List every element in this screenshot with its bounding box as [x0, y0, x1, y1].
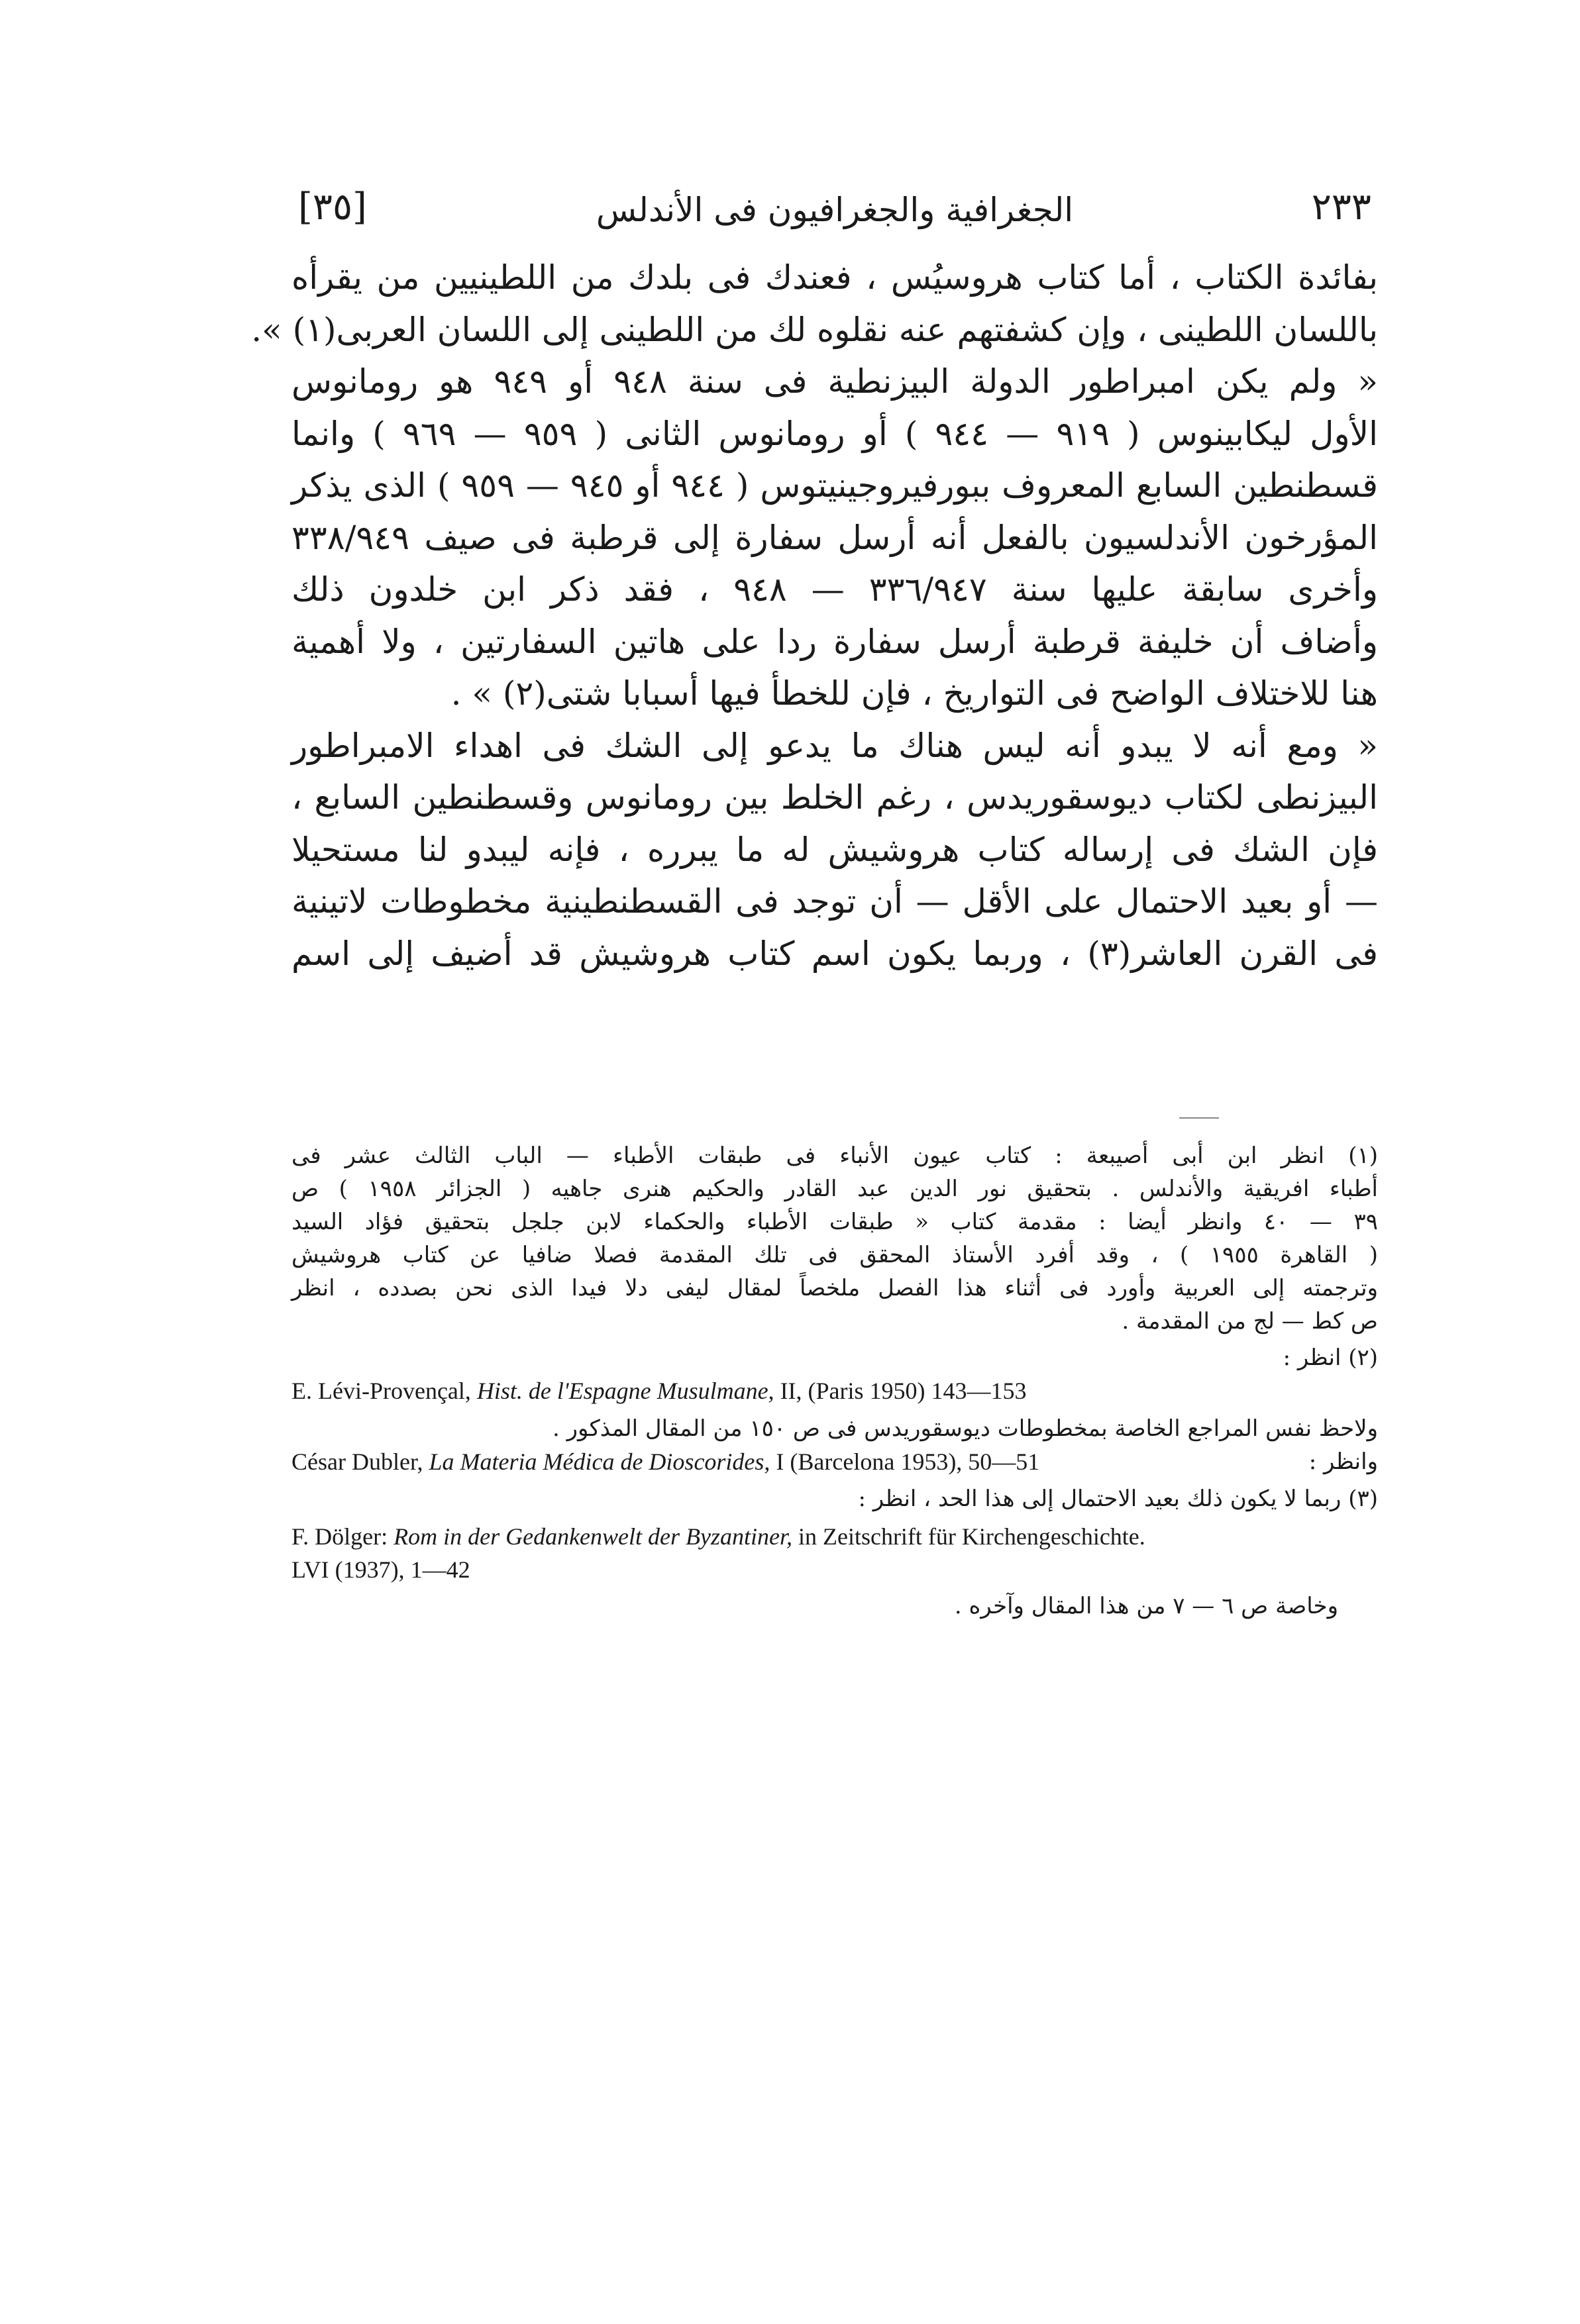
footnote-2-reference-1: E. Lévi-Provençal, Hist. de l'Espagne Musulmane, II, (Paris 1950) 143—153 [291, 1378, 1027, 1404]
text-line: هنا للاختلاف الواضح فى التواريخ ، فإن للخطأ فيها أسبابا شتى(٢) » . [450, 674, 1378, 713]
footnote-line: أطباء افريقية والأندلس . بتحقيق نور الدين عبد القادر والحكيم هنرى جاهيه ( الجزائر ١٩٥٨ ) ص [291, 1176, 1378, 1202]
footnote-3-reference: F. Dölger: Rom in der Gedankenwelt der Byzantiner, in Zeitschrift für Kirchengeschichte. LVI (1937), 1—42 [291, 1523, 1145, 1583]
text-line: البيزنطى لكتاب ديوسقوريدس ، رغم الخلط بين رومانوس وقسطنطين السابع ، [291, 778, 1378, 817]
main-text [251, 252, 1379, 980]
footnote-2-reference-2: César Dubler, La Materia Médica de Dioscorides, I (Barcelona 1953), 50—51 وانظر : [291, 1445, 1378, 1478]
footnote-2-see: وانظر : [1308, 1448, 1378, 1475]
text-line: المؤرخون الأندلسيون بالفعل أنه أرسل سفارة إلى قرطبة فى صيف ٣٣٨/٩٤٩ [291, 518, 1378, 557]
text-line: « ولم يكن امبراطور الدولة البيزنطية فى سنة ٩٤٨ أو ٩٤٩ هو رومانوس [291, 362, 1379, 401]
running-header [291, 185, 1378, 238]
text-line: بفائدة الكتاب ، أما كتاب هروسيُس ، فعندك فى بلدك من اللطينيين من يقرأه [291, 258, 1378, 297]
footnote-line: ٣٩ — ٤٠ وانظر أيضا : مقدمة كتاب « طبقات الأطباء والحكماء لابن جلجل بتحقيق فؤاد السيد [291, 1209, 1378, 1235]
text-line: — أو بعيد الاحتمال على الأقل — أن توجد فى القسطنطينية مخطوطات لاتينية [291, 882, 1378, 921]
text-line: الأول ليكابينوس ( ٩١٩ — ٩٤٤ ) أو رومانوس الثانى ( ٩٥٩ — ٩٦٩ ) وانما [291, 414, 1379, 453]
footnote-2-label: (٢) انظر : [1283, 1344, 1378, 1371]
text-line: فإن الشك فى إرساله كتاب هروشيش له ما يبرره ، فإنه ليبدو لنا مستحيلا [291, 830, 1378, 869]
running-title: الجغرافية والجغرافيون فى الأندلس [596, 191, 1074, 229]
text-line: وأضاف أن خليفة قرطبة أرسل سفارة ردا على هاتين السفارتين ، ولا أهمية [291, 622, 1378, 661]
text-line: وأخرى سابقة عليها سنة ٣٣٦/٩٤٧ — ٩٤٨ ، فقد ذكر ابن خلدون ذلك [291, 570, 1378, 609]
footnote-line: ص كط — لج من المقدمة . [1122, 1308, 1378, 1335]
footnote-1 [291, 1139, 1378, 1338]
text-line: باللسان اللطينى ، وإن كشفتهم عنه نقلوه لك من اللطينى إلى اللسان العربى(١) ». [251, 310, 1378, 349]
text-line: « ومع أنه لا يبدو أنه ليس هناك ما يدعو إلى الشك فى اهداء الامبراطور [291, 726, 1378, 765]
footnote-line: (١) انظر ابن أبى أصيبعة : كتاب عيون الأنباء فى طبقات الأطباء — الباب الثالث عشر فى [291, 1142, 1378, 1169]
footnote-line: وترجمته إلى العربية وأورد فى أثناء هذا الفصل ملخصاً لمقال ليفى دلا فيدا الذى نحن بصدده ، انظر [291, 1275, 1378, 1301]
footnote-2-note: ولاحظ نفس المراجع الخاصة بمخطوطات ديوسقوريدس فى ص ١٥٠ من المقال المذكور . [552, 1415, 1378, 1442]
footnote-line: ( القاهرة ١٩٥٥ ) ، وقد أفرد الأستاذ المحقق فى تلك المقدمة فصلا ضافيا عن كتاب هروشيش [291, 1242, 1378, 1268]
page-number-arabic: ٢٣٣ [1311, 185, 1371, 228]
text-line: فى القرن العاشر(٣) ، وربما يكون اسم كتاب هروشيش قد أضيف إلى اسم [291, 934, 1379, 973]
page-number-bracketed: [٣٥] [298, 185, 367, 228]
footnote-3-note: وخاصة ص ٦ — ٧ من هذا المقال وآخره . [954, 1593, 1338, 1619]
footnote-3-label: (٣) ربما لا يكون ذلك بعيد الاحتمال إلى هذا الحد ، انظر : [858, 1486, 1378, 1512]
text-line: قسطنطين السابع المعروف ببورفيروجينيتوس ( ٩٤٤ أو ٩٤٥ — ٩٥٩ ) الذى يذكر [291, 466, 1379, 505]
footnote-separator [1179, 1117, 1219, 1119]
